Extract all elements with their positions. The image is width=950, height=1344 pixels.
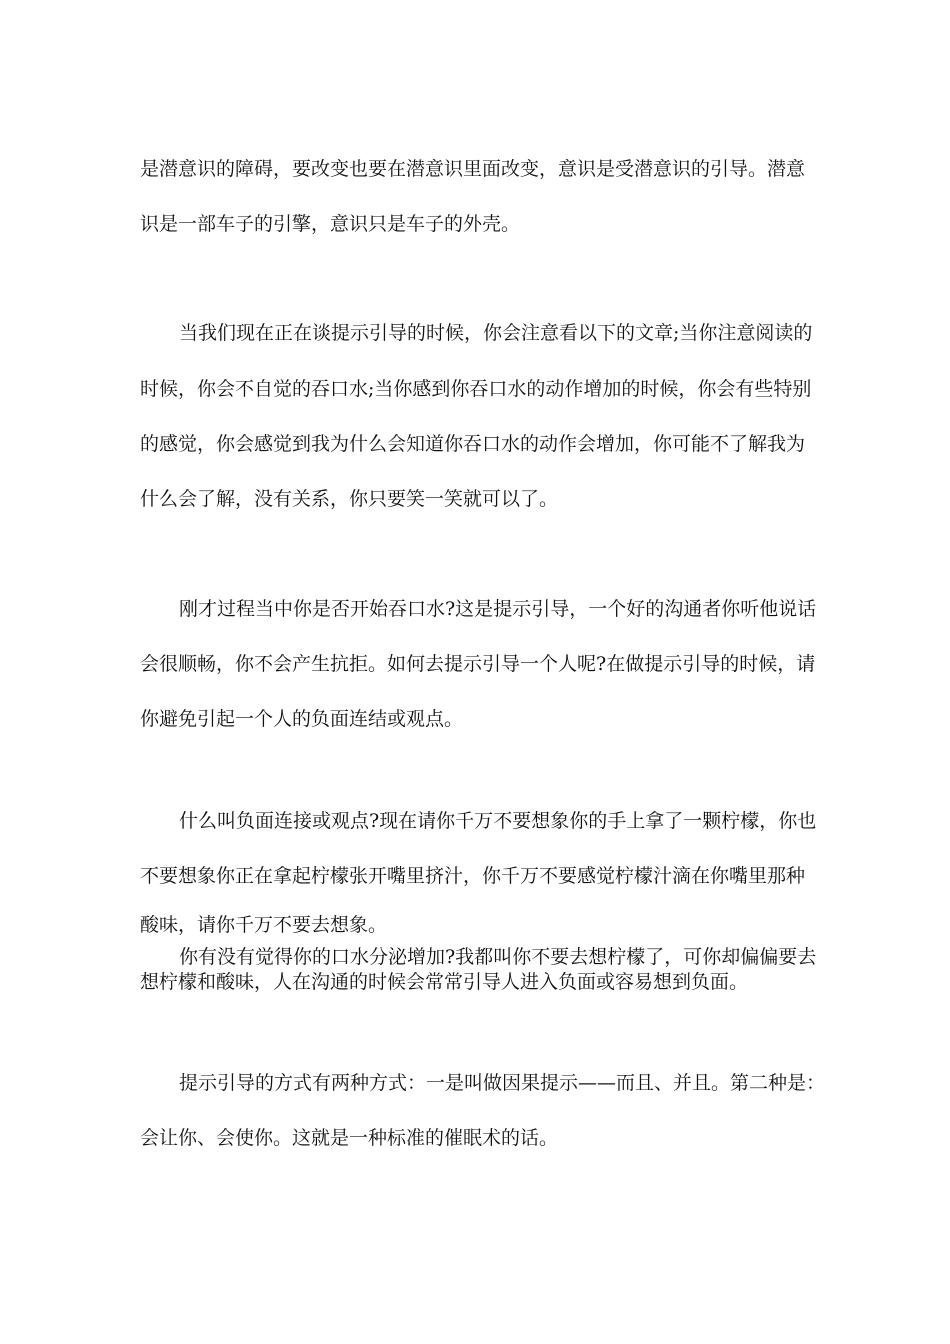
paragraph-4-line-2: 不要想象你正在拿起柠檬张开嘴里挤汁，你千万不要感觉柠檬汁滴在你嘴里那种	[140, 865, 806, 887]
paragraph-3-line-2: 会很顺畅，你不会产生抗拒。如何去提示引导一个人呢?在做提示引导的时候，请	[140, 653, 816, 675]
paragraph-4-line-1: 什么叫负面连接或观点?现在请你千万不要想象你的手上拿了一颗柠檬，你也	[179, 810, 817, 832]
paragraph-2-line-1: 当我们现在正在谈提示引导的时候，你会注意看以下的文章;当你注意阅读的	[179, 322, 813, 344]
paragraph-5-line-1: 你有没有觉得你的口水分泌增加?我都叫你不要去想柠檬了，可你却偏偏要去	[179, 946, 817, 968]
paragraph-1-line-1: 是潜意识的障碍，要改变也要在潜意识里面改变，意识是受潜意识的引导。潜意	[140, 158, 806, 180]
paragraph-2-line-4: 什么会了解，没有关系，你只要笑一笑就可以了。	[140, 488, 559, 510]
paragraph-3-line-1: 刚才过程当中你是否开始吞口水?这是提示引导，一个好的沟通者你听他说话	[179, 598, 817, 620]
paragraph-6-line-2: 会让你、会使你。这就是一种标准的催眠术的话。	[140, 1127, 559, 1149]
paragraph-4-line-3: 酸味，请你千万不要去想象。	[140, 914, 388, 936]
paragraph-5-line-2: 想柠檬和酸味，人在沟通的时候会常常引导人进入负面或容易想到负面。	[140, 971, 749, 993]
paragraph-3-line-3: 你避免引起一个人的负面连结或观点。	[140, 708, 464, 730]
paragraph-6-line-1: 提示引导的方式有两种方式：一是叫做因果提示——而且、并且。第二种是：	[179, 1072, 826, 1094]
paragraph-2-line-3: 的感觉，你会感觉到我为什么会知道你吞口水的动作会增加，你可能不了解我为	[140, 433, 806, 455]
paragraph-2-line-2: 时候，你会不自觉的吞口水;当你感到你吞口水的动作增加的时候，你会有些特别	[140, 378, 812, 400]
paragraph-1-line-2: 识是一部车子的引擎，意识只是车子的外壳。	[140, 213, 521, 235]
